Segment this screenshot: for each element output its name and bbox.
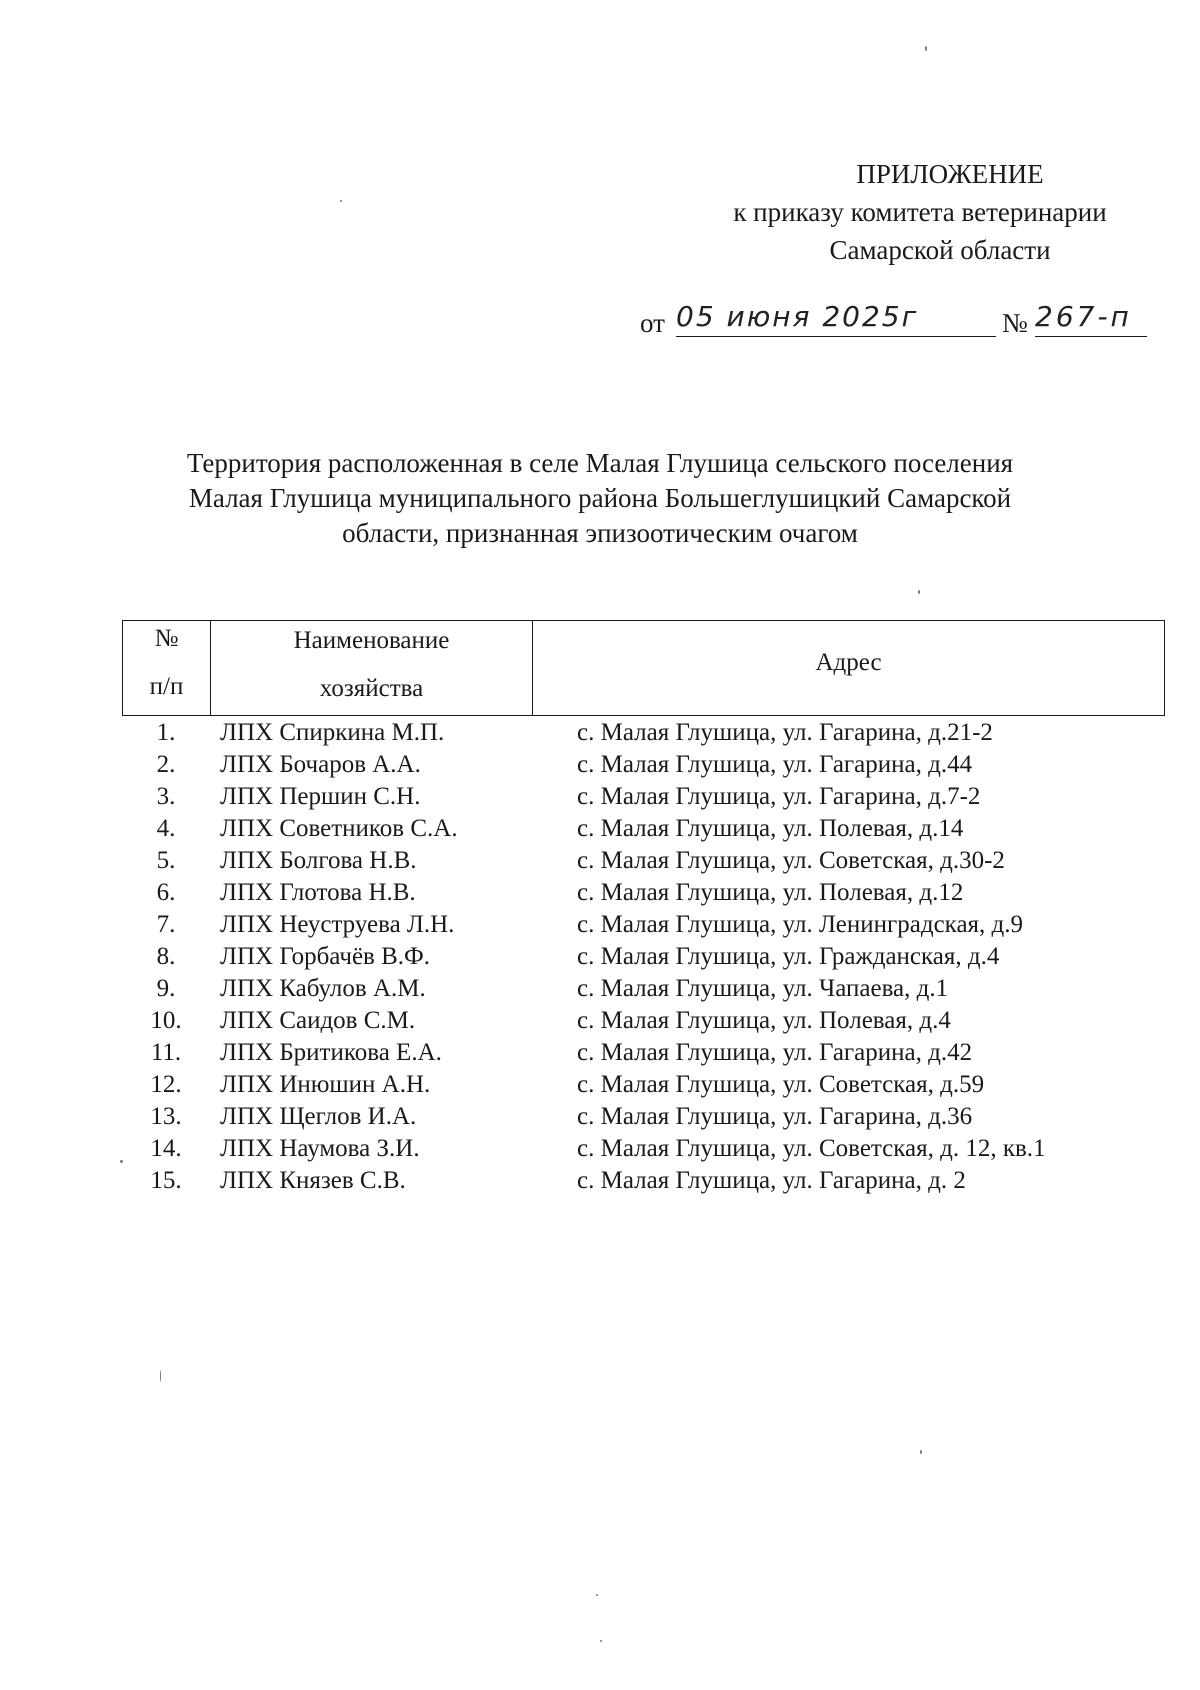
table-row bbox=[122, 781, 1165, 813]
header-cell-name bbox=[211, 621, 533, 715]
order-date-handwritten: 05 июня 2025г bbox=[676, 300, 996, 337]
row-number: 2. bbox=[156, 751, 176, 778]
scan-speck bbox=[600, 1640, 602, 1642]
row-farm-name: ЛПХ Щеглов И.А. bbox=[220, 1103, 417, 1130]
order-reference bbox=[640, 300, 1160, 342]
header-number-abbr: п/п bbox=[149, 673, 184, 700]
appendix-region: Самарской области bbox=[829, 235, 1051, 265]
row-farm-name: ЛПХ Глотова Н.В. bbox=[220, 879, 416, 906]
scan-speck bbox=[120, 1160, 123, 1163]
header-name-line2: хозяйства bbox=[319, 675, 424, 702]
table-row bbox=[122, 749, 1165, 781]
scan-speck bbox=[340, 200, 342, 202]
row-number: 13. bbox=[150, 1103, 182, 1130]
row-farm-name: ЛПХ Неуструева Л.Н. bbox=[220, 911, 455, 938]
scan-speck bbox=[596, 1594, 598, 1596]
scan-speck bbox=[918, 590, 920, 594]
row-number: 11. bbox=[150, 1039, 182, 1066]
header-address-label: Адрес bbox=[815, 649, 882, 676]
row-farm-name: ЛПХ Спиркина М.П. bbox=[220, 719, 445, 746]
row-number: 12. bbox=[150, 1071, 182, 1098]
row-farm-name: ЛПХ Князев С.В. bbox=[220, 1167, 406, 1194]
scan-speck bbox=[920, 1450, 922, 1454]
row-number: 10. bbox=[150, 1007, 182, 1034]
scan-speck bbox=[160, 1370, 161, 1382]
row-address: с. Малая Глушица, ул. Гражданская, д.4 bbox=[577, 943, 1000, 970]
scan-speck bbox=[925, 46, 927, 51]
row-number: 15. bbox=[150, 1167, 182, 1194]
document-title-line: Территория расположенная в селе Малая Глушица сельского поселения bbox=[186, 448, 1014, 478]
table-row bbox=[122, 909, 1165, 941]
row-farm-name: ЛПХ Кабулов А.М. bbox=[220, 975, 426, 1002]
row-farm-name: ЛПХ Советников С.А. bbox=[220, 815, 458, 842]
order-date-prefix: от bbox=[640, 308, 665, 338]
table-row bbox=[122, 941, 1165, 973]
appendix-subtitle: к приказу комитета ветеринарии bbox=[733, 197, 1107, 227]
row-address: с. Малая Глушица, ул. Гагарина, д.36 bbox=[577, 1103, 973, 1130]
table-row bbox=[122, 877, 1165, 909]
table-body bbox=[122, 717, 1165, 1197]
table-row bbox=[122, 1005, 1165, 1037]
table-row bbox=[122, 845, 1165, 877]
row-address: с. Малая Глушица, ул. Гагарина, д.7-2 bbox=[577, 783, 981, 810]
row-address: с. Малая Глушица, ул. Полевая, д.12 bbox=[577, 879, 964, 906]
row-farm-name: ЛПХ Наумова З.И. bbox=[220, 1135, 420, 1162]
order-number-sign: № bbox=[1002, 308, 1028, 338]
row-address: с. Малая Глушица, ул. Советская, д.59 bbox=[577, 1071, 985, 1098]
table-row bbox=[122, 813, 1165, 845]
row-number: 6. bbox=[156, 879, 176, 906]
row-number: 4. bbox=[156, 815, 176, 842]
row-address: с. Малая Глушица, ул. Ленинградская, д.9 bbox=[577, 911, 1024, 938]
document-title bbox=[160, 446, 1040, 551]
row-number: 14. bbox=[150, 1135, 182, 1162]
table-row bbox=[122, 1037, 1165, 1069]
row-farm-name: ЛПХ Бритикова Е.А. bbox=[220, 1039, 442, 1066]
row-number: 7. bbox=[156, 911, 176, 938]
row-farm-name: ЛПХ Першин С.Н. bbox=[220, 783, 421, 810]
table-row bbox=[122, 1069, 1165, 1101]
row-address: с. Малая Глушица, ул. Полевая, д.14 bbox=[577, 815, 964, 842]
row-address: с. Малая Глушица, ул. Советская, д.30-2 bbox=[577, 847, 1005, 874]
row-number: 3. bbox=[156, 783, 176, 810]
row-address: с. Малая Глушица, ул. Гагарина, д.44 bbox=[577, 751, 973, 778]
table-row bbox=[122, 717, 1165, 749]
appendix-header bbox=[700, 155, 1140, 269]
row-address: с. Малая Глушица, ул. Полевая, д.4 bbox=[577, 1007, 951, 1034]
row-address: с. Малая Глушица, ул. Советская, д. 12, кв.1 bbox=[577, 1135, 1046, 1162]
row-farm-name: ЛПХ Горбачёв В.Ф. bbox=[220, 943, 431, 970]
table-row bbox=[122, 1101, 1165, 1133]
row-farm-name: ЛПХ Бочаров А.А. bbox=[220, 751, 421, 778]
row-number: 9. bbox=[156, 975, 176, 1002]
document-title-line: Малая Глушица муниципального района Большеглушицкий Самарской bbox=[188, 483, 1012, 513]
row-address: с. Малая Глушица, ул. Гагарина, д.42 bbox=[577, 1039, 973, 1066]
appendix-title: ПРИЛОЖЕНИЕ bbox=[856, 159, 1044, 189]
document-title-line: области, признанная эпизоотическим очагом bbox=[342, 518, 858, 548]
row-number: 1. bbox=[156, 719, 176, 746]
order-number-handwritten: 267-п bbox=[1035, 300, 1147, 337]
row-number: 5. bbox=[156, 847, 176, 874]
header-name-line1: Наименование bbox=[293, 627, 450, 654]
header-cell-address bbox=[533, 621, 1164, 715]
row-address: с. Малая Глушица, ул. Гагарина, д.21-2 bbox=[577, 719, 993, 746]
row-farm-name: ЛПХ Болгова Н.В. bbox=[220, 847, 417, 874]
row-farm-name: ЛПХ Саидов С.М. bbox=[220, 1007, 416, 1034]
row-address: с. Малая Глушица, ул. Гагарина, д. 2 bbox=[577, 1167, 966, 1194]
table-row bbox=[122, 1165, 1165, 1197]
table-row bbox=[122, 973, 1165, 1005]
header-number-sign: № bbox=[154, 625, 179, 652]
row-farm-name: ЛПХ Инюшин А.Н. bbox=[220, 1071, 431, 1098]
table-header bbox=[122, 620, 1165, 716]
table-row bbox=[122, 1133, 1165, 1165]
row-number: 8. bbox=[156, 943, 176, 970]
row-address: с. Малая Глушица, ул. Чапаева, д.1 bbox=[577, 975, 949, 1002]
header-cell-number bbox=[123, 621, 211, 715]
